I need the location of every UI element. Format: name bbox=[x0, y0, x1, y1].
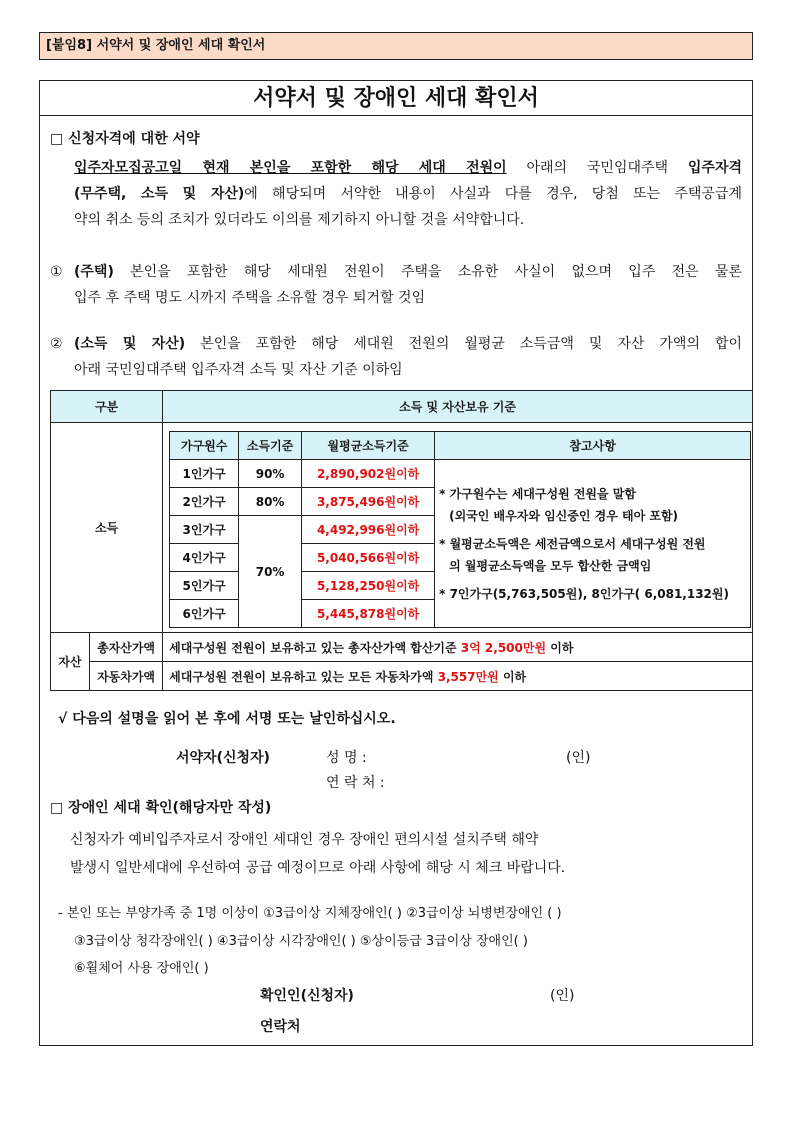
amount-cell: 3,875,496원이하 bbox=[302, 488, 435, 516]
item-1-line-2: 입주 후 주택 명도 시까지 주택을 소유할 경우 퇴거할 것임 bbox=[74, 290, 426, 306]
pledge-line-3: 약의 취소 등의 조치가 있더라도 이의를 제기하지 아니할 것을 서약합니다. bbox=[74, 212, 525, 228]
item-2-label: (소득 및 자산) bbox=[74, 336, 186, 352]
col-household: 가구원수 bbox=[170, 432, 239, 460]
car-suffix: 이하 bbox=[498, 669, 527, 684]
item-1-number: ① bbox=[50, 264, 63, 280]
ratio-cell: 80% bbox=[239, 488, 302, 516]
total-asset-text: 세대구성원 전원이 보유하고 있는 총자산가액 합산기준 bbox=[169, 640, 461, 655]
note-line: * 가구원수는 세대구성원 전원을 말함 bbox=[439, 486, 636, 501]
household-cell: 1인가구 bbox=[170, 460, 239, 488]
standard-header: 소득 및 자산보유 기준 bbox=[163, 391, 753, 423]
pledge-bold-conditions: (무주택, 소득 및 자산) bbox=[74, 186, 245, 202]
item-2-number: ② bbox=[50, 336, 63, 352]
item-1-text: 본인을 포함한 해당 세대원 전원이 주택을 소유한 사실이 없으며 입주 전은 물론 bbox=[113, 264, 742, 280]
household-cell: 3인가구 bbox=[170, 516, 239, 544]
notes-cell bbox=[435, 460, 751, 628]
item-1-line-1 bbox=[74, 262, 742, 282]
pledge-line-1 bbox=[74, 158, 742, 178]
name-label: 성 명 : bbox=[326, 750, 367, 766]
item-2-line-2: 아래 국민임대주택 입주자격 소득 및 자산 기준 이하임 bbox=[74, 362, 403, 378]
household-cell: 6인가구 bbox=[170, 600, 239, 628]
total-asset-label: 총자산가액 bbox=[90, 633, 163, 662]
note-line: * 7인가구(5,763,505원), 8인가구( 6,081,132원) bbox=[439, 586, 729, 601]
note-line: * 월평균소득액은 세전금액으로서 세대구성원 전원 bbox=[439, 536, 706, 551]
col-amount: 월평균소득기준 bbox=[302, 432, 435, 460]
amount-cell: 5,445,878원이하 bbox=[302, 600, 435, 628]
pledge-line-2 bbox=[74, 184, 742, 204]
confirmer-contact: 연락처 bbox=[260, 1019, 301, 1035]
asset-label: 자산 bbox=[51, 633, 90, 691]
contact-label: 연 락 처 : bbox=[326, 775, 385, 791]
disability-line-1: 신청자가 예비입주자로서 장애인 세대인 경우 장애인 편의시설 설치주택 해약 bbox=[70, 832, 539, 848]
note-line: 의 월평균소득액을 모두 합산한 금액임 bbox=[449, 558, 652, 573]
pledger-seal: (인) bbox=[566, 750, 591, 766]
standards-table bbox=[50, 390, 753, 691]
disability-line-2: 발생시 일반세대에 우선하여 공급 예정이므로 아래 사항에 해당 시 체크 바랍니다. bbox=[70, 860, 566, 876]
item-2-text: 본인을 포함한 해당 세대원 전원의 월평균 소득금액 및 자산 가액의 합이 bbox=[185, 336, 742, 352]
household-cell: 2인가구 bbox=[170, 488, 239, 516]
pledge-heading: □ 신청자격에 대한 서약 bbox=[50, 131, 200, 147]
car-label: 자동차가액 bbox=[90, 662, 163, 691]
pledge-line-2-rest: 에 해당되며 서약한 내용이 사실과 다를 경우, 당첨 또는 주택공급계 bbox=[244, 186, 742, 202]
sign-instruction: √ 다음의 설명을 읽어 본 후에 서명 또는 날인하십시오. bbox=[58, 711, 396, 727]
household-cell: 5인가구 bbox=[170, 572, 239, 600]
col-ratio: 소득기준 bbox=[239, 432, 302, 460]
income-header-row bbox=[170, 432, 751, 460]
total-asset-value: 3억 2,500만원 bbox=[460, 640, 547, 655]
ratio-cell-merged: 70% bbox=[239, 516, 302, 628]
table-row bbox=[170, 460, 751, 488]
disability-check-line-1: - 본인 또는 부양가족 중 1명 이상이 ①3급이상 지체장애인( ) ②3급이상 뇌병변장애인 ( ) bbox=[58, 906, 562, 921]
category-header: 구분 bbox=[51, 391, 163, 423]
item-2-line-1 bbox=[74, 334, 742, 354]
amount-cell: 2,890,902원이하 bbox=[302, 460, 435, 488]
confirmer-seal: (인) bbox=[550, 988, 575, 1004]
pledge-underline-text: 입주자모집공고일 현재 본인을 포함한 해당 세대 전원이 bbox=[74, 160, 507, 176]
pledge-bold-qualification: 입주자격 bbox=[687, 160, 742, 176]
attachment-header: [붙임8] 서약서 및 장애인 세대 확인서 bbox=[39, 32, 753, 60]
note-line: (외국인 배우자와 임신중인 경우 태아 포함) bbox=[449, 508, 679, 523]
ratio-cell: 90% bbox=[239, 460, 302, 488]
disability-check-line-2: ③3급이상 청각장애인( ) ④3급이상 시각장애인( ) ⑤상이등급 3급이상 장애인( ) bbox=[74, 934, 528, 949]
pledge-mid-text: 아래의 국민임대주택 bbox=[506, 160, 688, 176]
car-criteria bbox=[163, 662, 753, 691]
disability-check-line-3: ⑥휠체어 사용 장애인( ) bbox=[74, 961, 209, 976]
household-cell: 4인가구 bbox=[170, 544, 239, 572]
amount-cell: 5,040,566원이하 bbox=[302, 544, 435, 572]
confirmer-label: 확인인(신청자) bbox=[260, 988, 354, 1004]
car-value: 3,557만원 bbox=[437, 669, 499, 684]
amount-cell: 5,128,250원이하 bbox=[302, 572, 435, 600]
disability-heading: □ 장애인 세대 확인(해당자만 작성) bbox=[50, 800, 272, 816]
total-asset-criteria bbox=[163, 633, 753, 662]
document-title: 서약서 및 장애인 세대 확인서 bbox=[40, 81, 752, 116]
item-1-label: (주택) bbox=[74, 264, 114, 280]
col-notes: 참고사항 bbox=[435, 432, 751, 460]
pledger-label: 서약자(신청자) bbox=[176, 750, 270, 766]
car-text: 세대구성원 전원이 보유하고 있는 모든 자동차가액 bbox=[169, 669, 438, 684]
amount-cell: 4,492,996원이하 bbox=[302, 516, 435, 544]
income-label: 소득 bbox=[51, 423, 163, 633]
total-asset-suffix: 이하 bbox=[546, 640, 574, 655]
income-table bbox=[169, 431, 751, 628]
document-frame bbox=[39, 80, 753, 1046]
